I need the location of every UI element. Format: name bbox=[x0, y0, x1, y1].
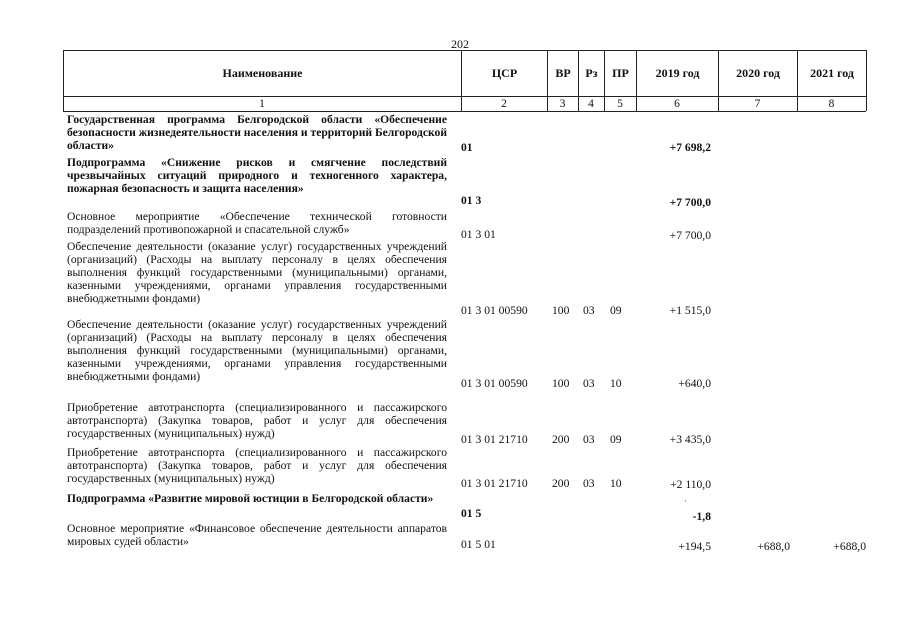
row-vr: 200 bbox=[552, 433, 570, 446]
row-pr: 09 bbox=[610, 433, 622, 446]
header-2019: 2019 год bbox=[636, 50, 718, 96]
row-rz: 03 bbox=[583, 304, 595, 317]
header-name: Наименование bbox=[63, 50, 461, 96]
header-2020: 2020 год bbox=[718, 50, 797, 96]
page-number: 202 bbox=[451, 37, 469, 51]
row-csr: 01 3 01 21710 bbox=[461, 433, 528, 446]
header-2021: 2021 год bbox=[797, 50, 866, 96]
row-name: Обеспечение деятельности (оказание услуг) государственных учреждений (организаций) (Расходы на выплату персоналу в целях обеспечения выполнения функций государственными (муниципальными) органами, казенными учреждениями, органами управления государственными внебюджетными фондами) bbox=[67, 240, 447, 306]
scan-mark: · bbox=[684, 496, 687, 506]
row-csr: 01 3 01 00590 bbox=[461, 377, 528, 390]
column-number: 8 bbox=[828, 97, 835, 110]
row-name: Обеспечение деятельности (оказание услуг) государственных учреждений (организаций) (Расходы на выплату персоналу в целях обеспечения выполнения функций государственными (муниципальными) органами, казенными учреждениями, органами управления государственными внебюджетными фондами) bbox=[67, 318, 447, 384]
row-2019: -1,8 bbox=[692, 510, 711, 523]
row-vr: 100 bbox=[552, 377, 570, 390]
row-name: Приобретение автотранспорта (специализированного и пассажирского автотранспорта) (Закупка товаров, работ и услуг для обеспечения государственных (муниципальных) нужд) bbox=[67, 401, 447, 441]
header-vr: ВР bbox=[547, 50, 578, 96]
row-csr: 01 3 01 00590 bbox=[461, 304, 528, 317]
row-2019: +7 700,0 bbox=[669, 229, 711, 242]
column-numbers-bottom-border bbox=[63, 111, 866, 112]
row-pr: 10 bbox=[610, 477, 622, 490]
row-csr: 01 bbox=[461, 141, 473, 154]
row-vr: 200 bbox=[552, 477, 570, 490]
row-2019: +1 515,0 bbox=[669, 304, 711, 317]
row-name: Основное мероприятие «Обеспечение технической готовности подразделений противопожарной и спасательной служб» bbox=[67, 210, 447, 237]
column-number: 2 bbox=[501, 97, 507, 110]
column-number: 4 bbox=[588, 97, 594, 110]
column-number: 1 bbox=[259, 97, 265, 110]
row-2019: +3 435,0 bbox=[669, 433, 711, 446]
row-2019: +7 700,0 bbox=[669, 196, 711, 209]
header-pr: ПР bbox=[604, 50, 636, 96]
row-rz: 03 bbox=[583, 377, 595, 390]
row-name: Подпрограмма «Развитие мировой юстиции в Белгородской области» bbox=[67, 492, 434, 505]
row-2019: +640,0 bbox=[678, 377, 711, 390]
row-rz: 03 bbox=[583, 477, 595, 490]
row-name: Подпрограмма «Снижение рисков и смягчение последствий чрезвычайных ситуаций природного и техногенного характера, пожарная безопасность и защита населения» bbox=[67, 156, 447, 196]
row-rz: 03 bbox=[583, 433, 595, 446]
row-2021: +688,0 bbox=[833, 540, 866, 553]
row-pr: 10 bbox=[610, 377, 622, 390]
column-number: 5 bbox=[617, 97, 623, 110]
column-number: 7 bbox=[754, 97, 761, 110]
row-pr: 09 bbox=[610, 304, 622, 317]
column-number: 3 bbox=[559, 97, 566, 110]
header-csr: ЦСР bbox=[461, 50, 547, 96]
row-csr: 01 5 01 bbox=[461, 538, 496, 551]
row-2019: +7 698,2 bbox=[669, 141, 711, 154]
row-name: Приобретение автотранспорта (специализированного и пассажирского автотранспорта) (Закупка товаров, работ и услуг для обеспечения государственных (муниципальных) нужд) bbox=[67, 446, 447, 486]
row-csr: 01 5 bbox=[461, 507, 482, 520]
row-csr: 01 3 01 bbox=[461, 228, 496, 241]
row-csr: 01 3 bbox=[461, 194, 482, 207]
row-2020: +688,0 bbox=[757, 540, 790, 553]
row-2019: +194,5 bbox=[678, 540, 711, 553]
table-right-border bbox=[866, 50, 867, 111]
row-name: Государственная программа Белгородской области «Обеспечение безопасности жизнедеятельности населения и территорий Белгородской области» bbox=[67, 113, 447, 153]
header-rz: Рз bbox=[578, 50, 604, 96]
row-csr: 01 3 01 21710 bbox=[461, 477, 528, 490]
column-number: 6 bbox=[674, 97, 680, 110]
row-2019: +2 110,0 bbox=[670, 478, 711, 491]
row-name: Основное мероприятие «Финансовое обеспечение деятельности аппаратов мировых судей области» bbox=[67, 522, 447, 549]
row-vr: 100 bbox=[552, 304, 570, 317]
